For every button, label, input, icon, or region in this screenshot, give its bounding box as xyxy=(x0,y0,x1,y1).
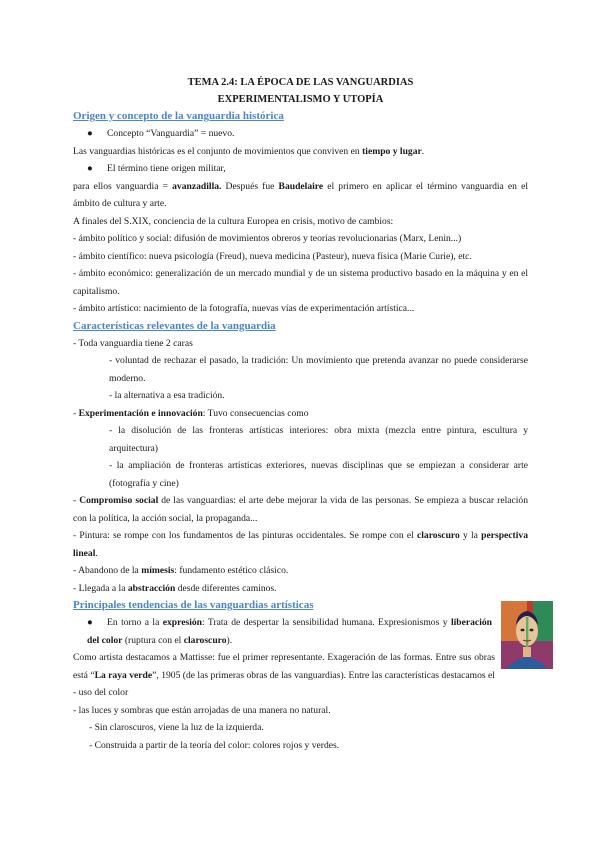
paragraph: Como artista destacamos a Mattisse: fue el primer representante. Exageración de las formas. Entre sus obras está “La raya verde”, 1905 (de las primeras obras de las vanguardias). Entre las características destacamos el xyxy=(73,652,495,681)
bullet-dot-icon: ● xyxy=(87,163,93,174)
document-page xyxy=(73,74,528,754)
sub-list-item: - la ampliación de fronteras artísticas exteriores, nuevas disciplinas que se empiezan a considerar arte (fotografía y cine) xyxy=(109,460,528,489)
title-line-2: EXPERIMENTALISMO Y UTOPÍA xyxy=(217,94,384,105)
bullet-dot-icon: ● xyxy=(87,128,93,139)
matisse-green-stripe-painting xyxy=(501,601,553,669)
paragraph: A finales del S.XIX, conciencia de la cultura Europea en crisis, motivo de cambios: xyxy=(73,215,394,227)
list-item: - las luces y sombras que están arrojadas de una manera no natural. xyxy=(73,704,331,716)
list-item: - Experimentación e innovación: Tuvo consecuencias como xyxy=(73,407,309,419)
sub-list-item: - la disolución de las fronteras artísticas interiores: obra mixta (mezcla entre pintura, escultura y arquitectura) xyxy=(109,425,528,454)
paragraph: para ellos vanguardia = avanzadilla. Después fue Baudelaire el primero en aplicar el término vanguardia en el ámbito de cultura y arte. xyxy=(73,180,528,209)
list-item: - Abandono de la mímesis: fundamento estético clásico. xyxy=(73,565,289,576)
bullet-item: ● Concepto “Vanguardia” = nuevo. xyxy=(73,125,528,143)
sub-list-item: - Construida a partir de la teoría del color: colores rojos y verdes. xyxy=(89,739,340,751)
list-item: - ámbito económico: generalización de un mercado mundial y de un sistema productivo basado en la máquina y en el capitalismo. xyxy=(73,268,528,297)
section-heading-origen: Origen y concepto de la vanguardia histórica xyxy=(73,110,284,122)
list-item: - uso del color xyxy=(73,687,129,698)
section-heading-caracteristicas: Características relevantes de la vanguardia xyxy=(73,319,276,332)
sub-list-item: - Sin claroscuros, viene la luz de la izquierda. xyxy=(89,722,264,733)
sub-list-item: - voluntad de rechazar el pasado, la tradición: Un movimiento que pretenda avanzar no puede considerarse moderno. xyxy=(109,355,528,384)
bullet-item: ● El término tiene origen militar, xyxy=(73,160,528,178)
list-item: - ámbito artístico: nacimiento de la fotografía, nuevas vías de experimentación artística... xyxy=(73,303,415,314)
title-line-1: TEMA 2.4: LA ÉPOCA DE LAS VANGUARDIAS xyxy=(187,77,414,88)
section-heading-tendencias: Principales tendencias de las vanguardias artísticas xyxy=(73,599,314,611)
sub-list-item: - la alternativa a esa tradición. xyxy=(109,390,225,401)
paragraph: Las vanguardias históricas es el conjunto de movimientos que conviven en tiempo y lugar. xyxy=(73,145,425,157)
list-item: - Toda vanguardia tiene 2 caras xyxy=(73,337,193,349)
list-item: - ámbito político y social: difusión de movimientos obreros y teorías revolucionarias (Marx, Lenin...) xyxy=(73,233,462,244)
list-item: - Pintura: se rompe con los fundamentos de las pinturas occidentales. Se rompe con el claroscuro y la perspectiva lineal. xyxy=(73,530,529,559)
list-item: - ámbito científico: nueva psicología (Freud), nueva medicina (Pasteur), nueva física (Marie Curie), etc. xyxy=(73,250,472,262)
list-item: - Compromiso social de las vanguardias: el arte debe mejorar la vida de las personas. Se empieza a buscar relación con la política, la acción social, la propaganda... xyxy=(73,495,529,524)
list-item: - Llegada a la abstracción desde diferentes caminos. xyxy=(73,582,277,594)
bullet-dot-icon: ● xyxy=(87,617,93,628)
bullet-item: ● En torno a la expresión: Trata de despertar la sensibilidad humana. Expresionismos y liberación del color (ruptura con el claroscuro). xyxy=(73,614,492,649)
